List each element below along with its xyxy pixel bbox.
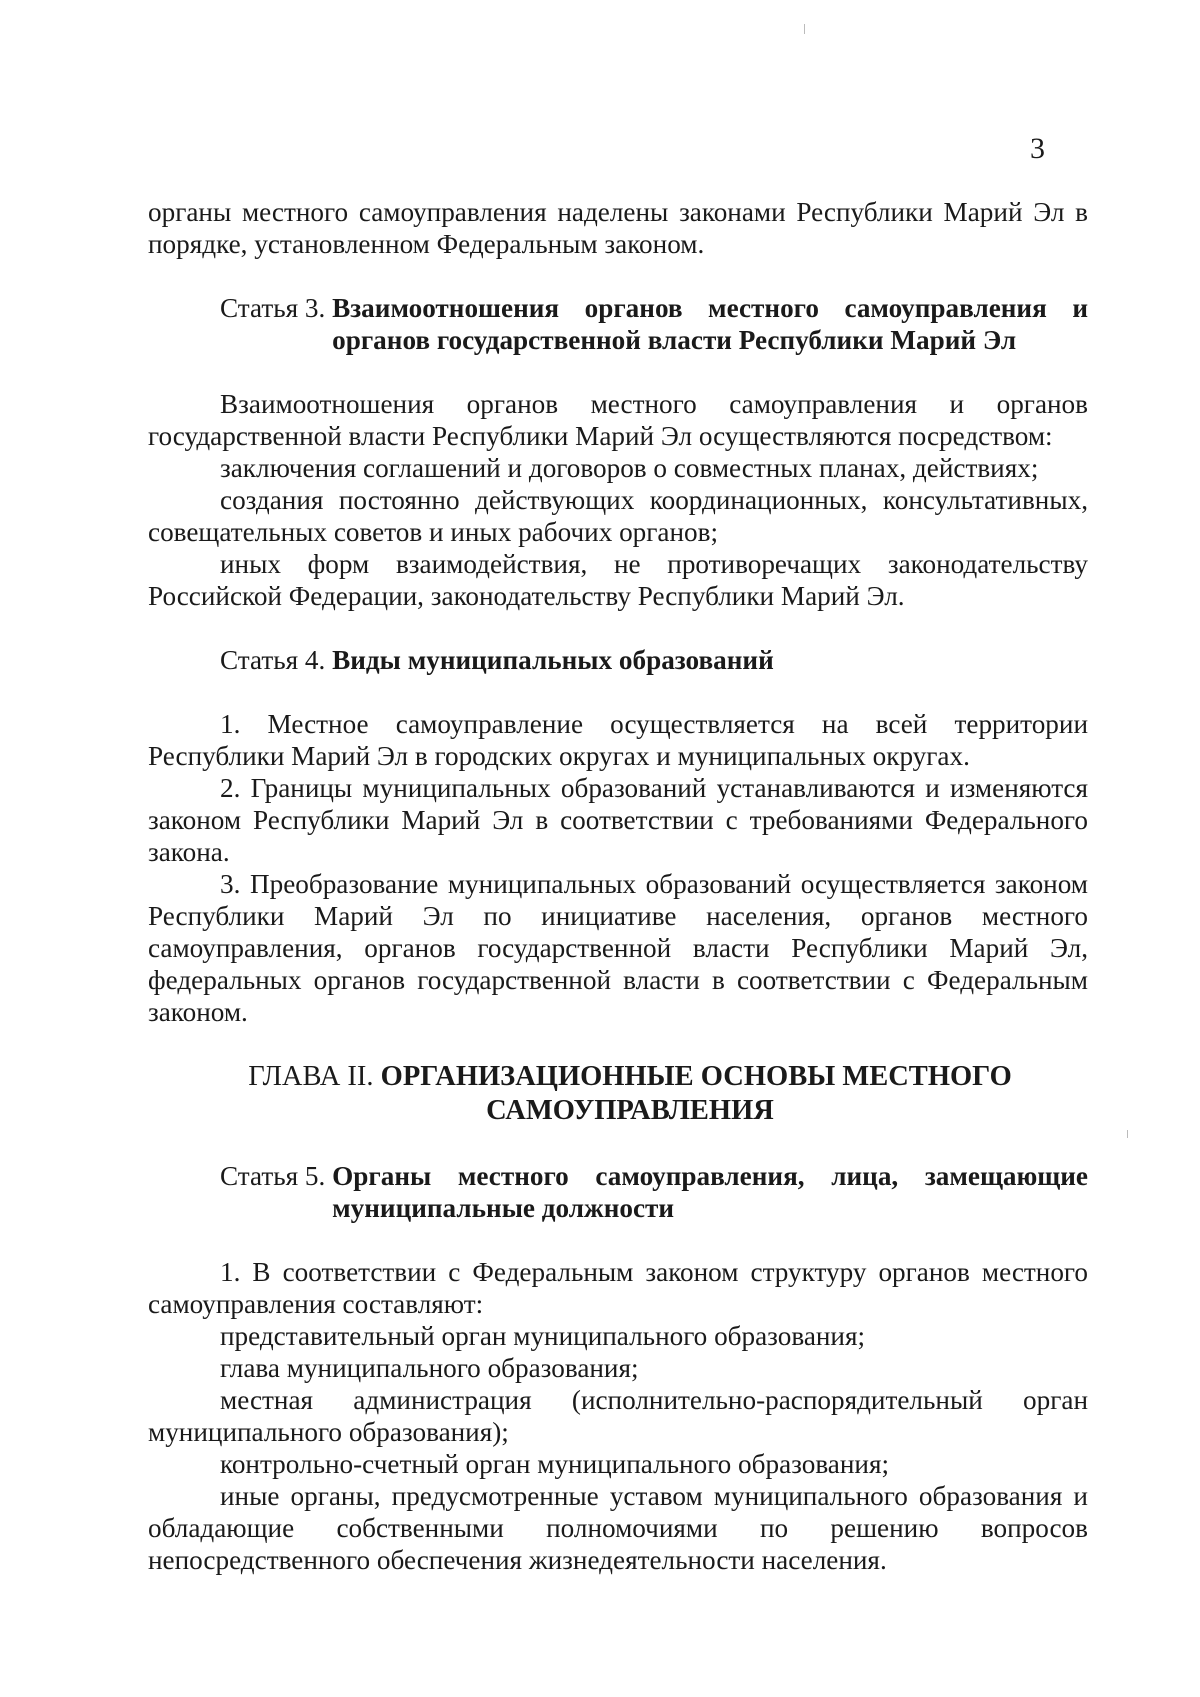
intro-paragraph: органы местного самоуправления наделены законами Республики Марий Эл в порядке, установленном Федеральным законом. (148, 197, 1088, 259)
page-number: 3 (1030, 132, 1045, 165)
document-body (148, 196, 1088, 1576)
spacer (148, 1128, 1088, 1160)
article-5-heading (220, 1160, 1088, 1224)
spacer (148, 1224, 1088, 1256)
article-4-heading (220, 644, 1088, 676)
chapter-2-title-line-1: ОРГАНИЗАЦИОННЫЕ ОСНОВЫ МЕСТНОГО (380, 1061, 1012, 1092)
chapter-2-title-line-2: САМОУПРАВЛЕНИЯ (486, 1095, 774, 1126)
article-4-paragraph: 2. Границы муниципальных образований устанавливаются и изменяются законом Республики Марий Эл в соответствии с требованиями Федерального закона. (148, 773, 1088, 867)
scan-speck (804, 24, 805, 34)
article-5-paragraph: 1. В соответствии с Федеральным законом структуру органов местного самоуправления составляют: (148, 1257, 1088, 1319)
scan-speck (1127, 1130, 1128, 1138)
spacer (148, 356, 1088, 388)
spacer (148, 1028, 1088, 1060)
article-3-paragraph: Взаимоотношения органов местного самоуправления и органов государственной власти Республики Марий Эл осуществляются посредством: (148, 389, 1088, 451)
article-4-title: Виды муниципальных образований (332, 645, 774, 675)
article-5-title: Органы местного самоуправления, лица, замещающие муниципальные должности (332, 1161, 1088, 1223)
article-3-paragraph: заключения соглашений и договоров о совместных планах, действиях; (220, 453, 1039, 483)
article-3-heading (220, 292, 1088, 356)
chapter-2-line-1 (172, 1060, 1088, 1094)
spacer (148, 676, 1088, 708)
article-5-label: Статья 5. (220, 1161, 333, 1191)
article-5-paragraph: иные органы, предусмотренные уставом муниципального образования и обладающие собственными полномочиями по решению вопросов непосредственного обеспечения жизнедеятельности населения. (148, 1481, 1088, 1575)
article-4-label: Статья 4. (220, 645, 333, 675)
spacer (148, 612, 1088, 644)
article-5-paragraph: глава муниципального образования; (220, 1353, 639, 1383)
article-3-title: Взаимоотношения органов местного самоуправления и органов государственной власти Республики Марий Эл (332, 293, 1088, 355)
article-3-label: Статья 3. (220, 293, 333, 323)
chapter-2-heading (172, 1060, 1088, 1128)
article-4-paragraph: 1. Местное самоуправление осуществляется на всей территории Республики Марий Эл в городских округах и муниципальных округах. (148, 709, 1088, 771)
article-5-paragraph: местная администрация (исполнительно-распорядительный орган муниципального образования); (148, 1385, 1088, 1447)
article-3-paragraph: иных форм взаимодействия, не противоречащих законодательству Российской Федерации, законодательству Республики Марий Эл. (148, 549, 1088, 611)
spacer (148, 260, 1088, 292)
chapter-2-label: ГЛАВА II. (248, 1061, 381, 1092)
article-5-paragraph: представительный орган муниципального образования; (220, 1321, 866, 1351)
article-4-paragraph: 3. Преобразование муниципальных образований осуществляется законом Республики Марий Эл по инициативе населения, органов местного самоуправления, органов государственной власти Республики Марий Эл, федеральных органов государственной власти в соответствии с Федеральным законом. (148, 869, 1088, 1027)
article-3-paragraph: создания постоянно действующих координационных, консультативных, совещательных советов и иных рабочих органов; (148, 485, 1088, 547)
article-5-paragraph: контрольно-счетный орган муниципального образования; (220, 1449, 890, 1479)
